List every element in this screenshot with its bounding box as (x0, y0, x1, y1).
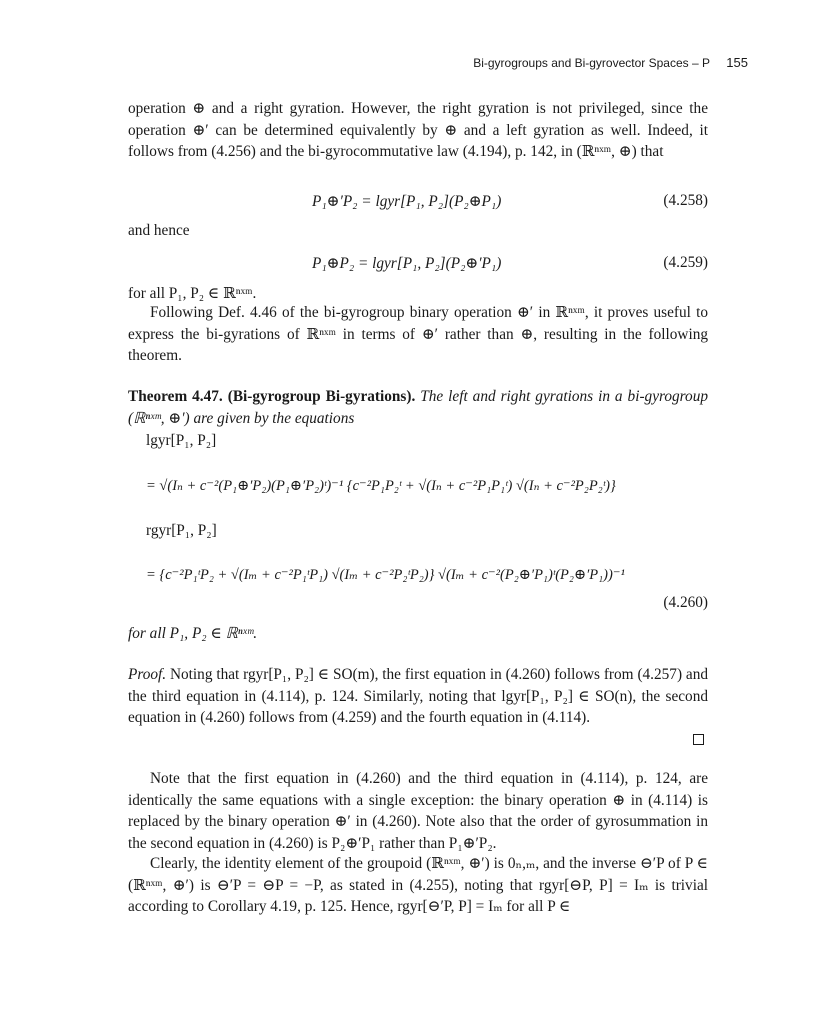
page-header (0, 53, 832, 73)
page-number: 155 (726, 55, 748, 70)
rgyr-label: rgyr[P₁, P₂] (146, 522, 217, 539)
lgyr-label: lgyr[P₁, P₂] (146, 432, 217, 449)
paragraph-identity-element: Clearly, the identity element of the groupoid (ℝⁿˣᵐ, ⊕′) is 0ₙ,ₘ, and the inverse ⊖′P of P ∈ (ℝⁿˣᵐ, ⊕′) is ⊖′P = ⊖P = −P, as stated in (4.255), noting that rgyr[⊖P, P] = Iₘ is trivial according to Corollary 4.19, p. 125. Hence, rgyr[⊖′P, P] = Iₘ for all P ∈ (128, 855, 708, 915)
proof-heading: Proof. (128, 666, 167, 683)
equation-number-4-258: (4.258) (663, 192, 708, 209)
theorem-heading: Theorem 4.47. (Bi-gyrogroup Bi-gyrations). (128, 388, 416, 405)
equation-number-4-260: (4.260) (663, 594, 708, 611)
proof-body: Noting that rgyr[P₁, P₂] ∈ SO(m), the first equation in (4.260) follows from (4.257) and the third equation in (4.114), p. 124. Similarly, noting that lgyr[P₁, P₂] ∈ SO(n), the second equation in (4.260) follows from (4.259) and the fourth equation in (4.114). (128, 666, 708, 726)
paragraph-note: Note that the first equation in (4.260) and the third equation in (4.114), p. 124, are identically the same equations with a single exception: the binary operation ⊕ in (4.114) is replaced by the binary operation ⊕′ in (4.260). Note also that the order of gyrosummation in the second equation in (4.260) is P₂⊕′P₁ rather than P₁⊕′P₂. (128, 770, 708, 852)
rgyr-equation: = {c⁻²P₁ᵗP₂ + √(Iₘ + c⁻²P₁ᵗP₁) √(Iₘ + c⁻²P₂ᵗP₂)} √(Iₘ + c⁻²(P₂⊕′P₁)ᵗ(P₂⊕′P₁))⁻¹ (146, 567, 625, 583)
lgyr-equation: = √(Iₙ + c⁻²(P₁⊕′P₂)(P₁⊕′P₂)ᵗ)⁻¹ {c⁻²P₁P₂ᵗ + √(Iₙ + c⁻²P₁P₁ᵗ) √(Iₙ + c⁻²P₂P₂ᵗ)} (146, 478, 616, 494)
paragraph-following-def: Following Def. 4.46 of the bi-gyrogroup binary operation ⊕′ in ℝⁿˣᵐ, it proves useful to express the bi-gyrations of ℝⁿˣᵐ in terms of ⊕′ rather than ⊕, resulting in the following theorem. (128, 304, 708, 364)
for-all-statement-1: for all P₁, P₂ ∈ ℝⁿˣᵐ. (128, 285, 257, 302)
equation-number-4-259: (4.259) (663, 254, 708, 271)
equation-4-258 (312, 192, 501, 211)
theorem-statement: The left and right gyrations in a bi-gyrogroup (ℝⁿˣᵐ, ⊕′) are given by the equations (128, 388, 708, 427)
equation-4-259-body: P₁⊕P₂ = lgyr[P₁, P₂](P₂⊕′P₁) (312, 255, 502, 272)
qed-square-icon (693, 734, 704, 745)
proof-paragraph (128, 664, 708, 729)
for-all-statement-2: for all P₁, P₂ ∈ ℝⁿˣᵐ. (128, 625, 258, 642)
theorem-4-47 (128, 386, 708, 429)
equation-4-259 (312, 254, 501, 273)
equation-4-258-body: P₁⊕′P₂ = lgyr[P₁, P₂](P₂⊕P₁) (312, 193, 502, 210)
running-title: Bi-gyrogroups and Bi-gyrovector Spaces – P (473, 56, 710, 70)
paragraph-intro: operation ⊕ and a right gyration. However, the right gyration is not privileged, since the operation ⊕′ can be determined equivalently by ⊕ and a left gyration as well. Indeed, it follows from (4.256) and the bi-gyrocommutative law (4.194), p. 142, in (ℝⁿˣᵐ, ⊕) that (128, 100, 708, 160)
and-hence-text: and hence (128, 222, 190, 239)
